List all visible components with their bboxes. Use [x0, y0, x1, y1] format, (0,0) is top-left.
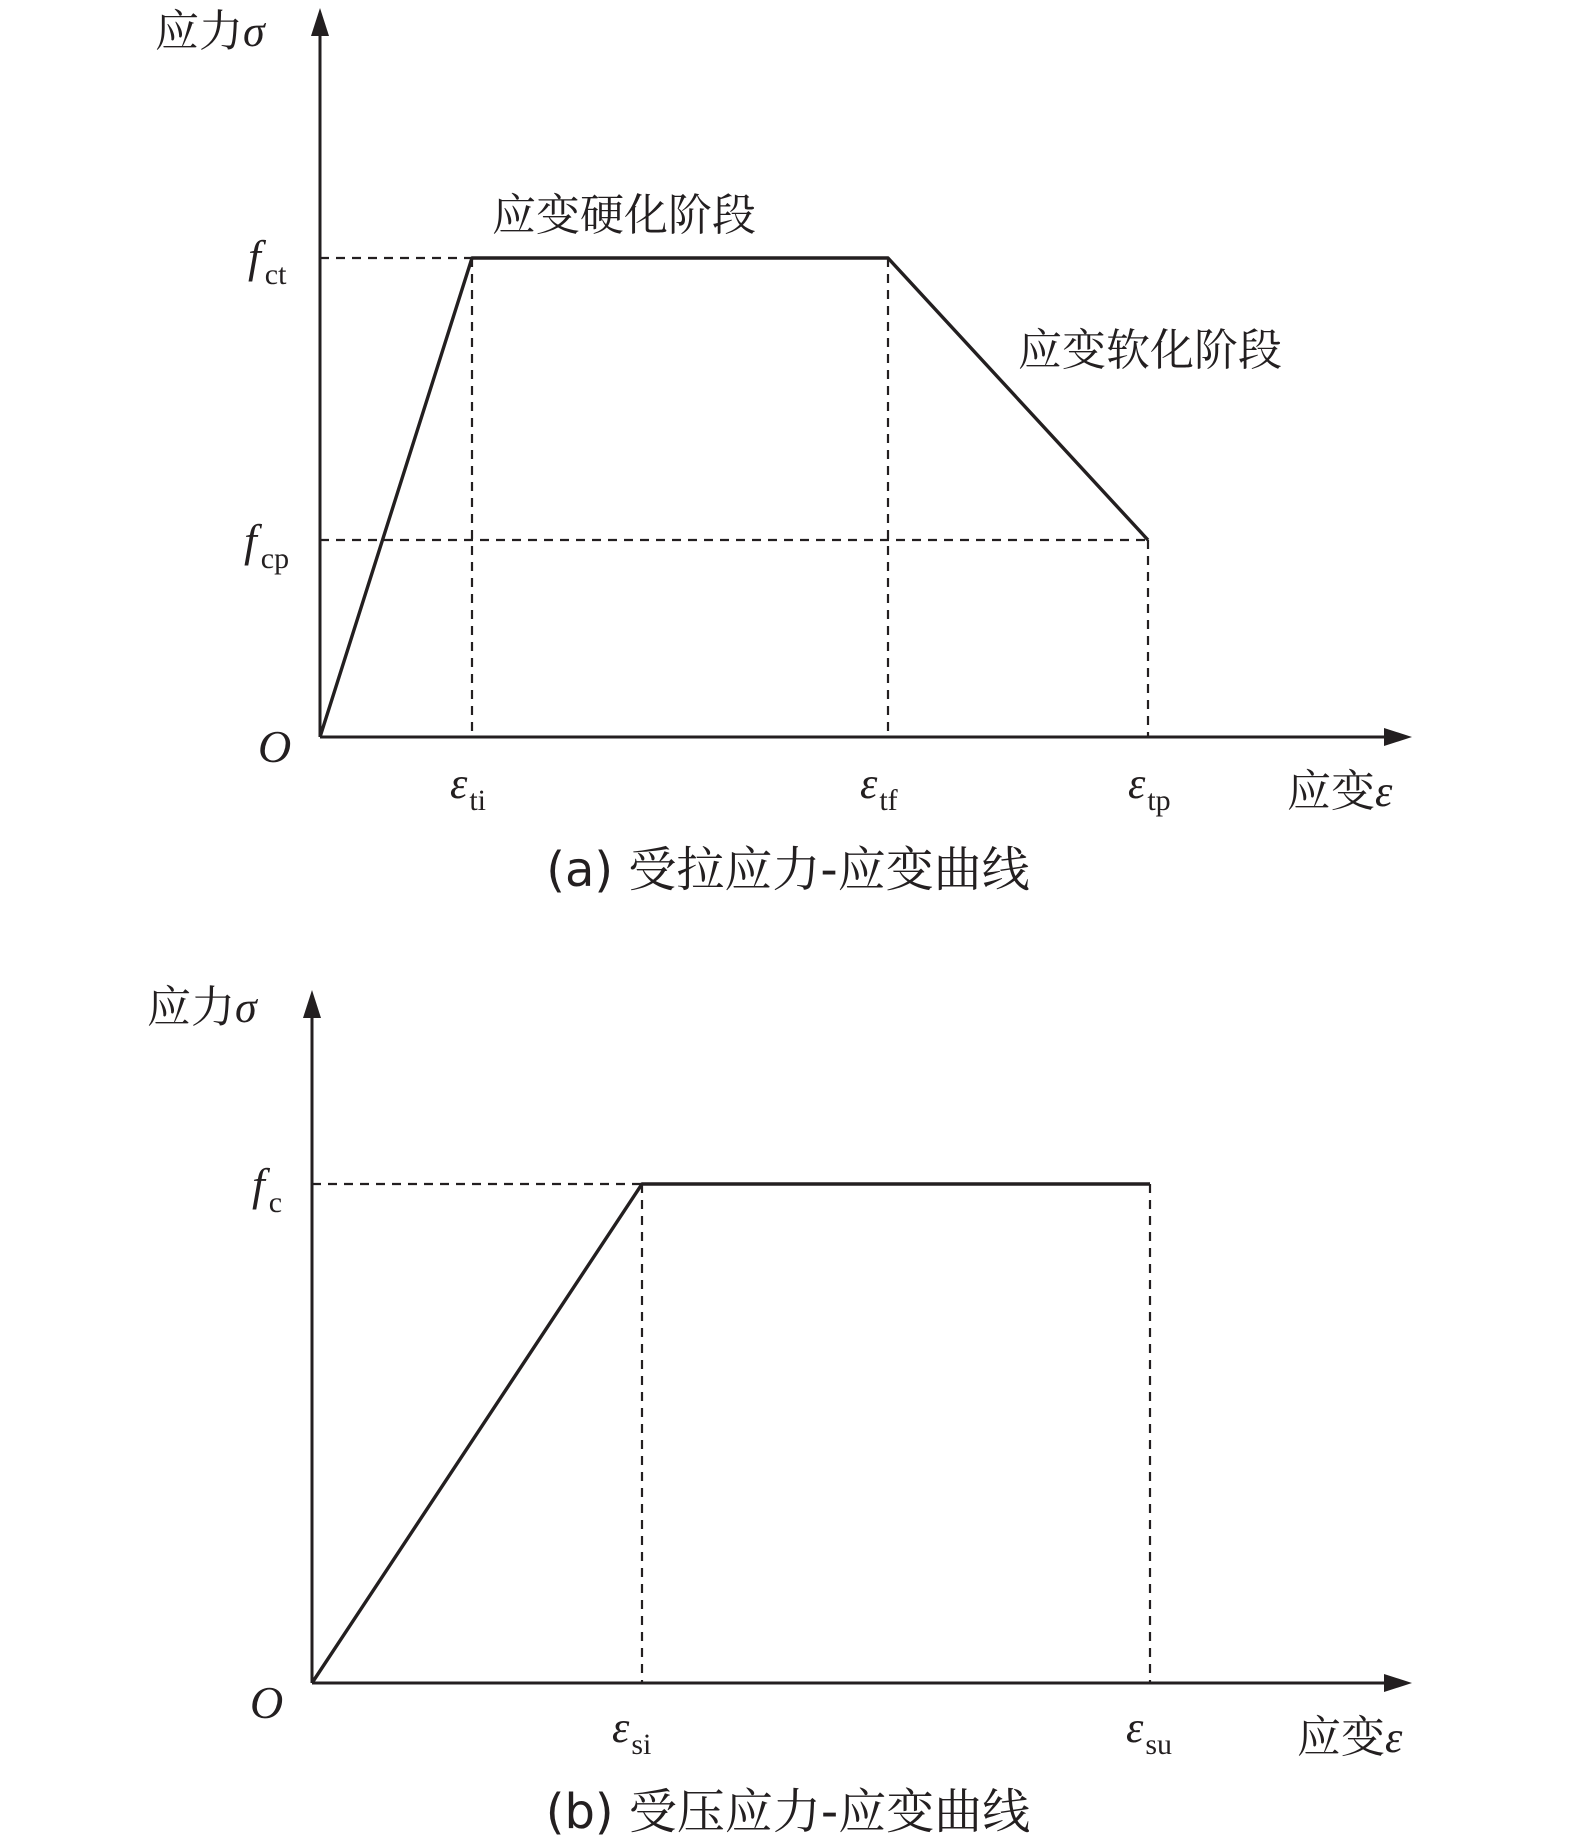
tick-esi: $\varepsilon_{si}$ [612, 1703, 652, 1761]
stage-hardening-label: 应变硬化阶段 [492, 190, 756, 241]
origin-label-a: O [258, 721, 292, 772]
caption-b: (b) 受压应力-应变曲线 [545, 1784, 1031, 1840]
y-axis-label-b: 应力σ [147, 982, 257, 1033]
y-axis-label-a: 应力σ [155, 6, 265, 57]
stage-softening-label: 应变软化阶段 [1018, 325, 1282, 376]
y-axis-arrow-b [303, 990, 321, 1018]
tick-fct: f $_{ct}$ [248, 231, 287, 291]
tick-esu: $\varepsilon_{su}$ [1126, 1703, 1173, 1761]
tick-fcp: f $_{cp}$ [244, 515, 290, 575]
tick-etf: $\varepsilon_{tf}$ [860, 759, 898, 817]
compression-curve [312, 1184, 1150, 1683]
tick-etp: $\varepsilon_{tp}$ [1128, 759, 1171, 817]
caption-a: (a) 受拉应力-应变曲线 [546, 842, 1030, 898]
x-axis-arrow-a [1384, 728, 1412, 746]
x-axis-arrow-b [1384, 1674, 1412, 1692]
origin-label-b: O [250, 1677, 284, 1728]
y-axis-arrow-a [311, 8, 329, 36]
panel-a-tension [155, 6, 1412, 898]
tick-eti: $\varepsilon_{ti}$ [450, 759, 487, 817]
panel-b-compression [147, 982, 1412, 1840]
x-axis-label-a: 应变ε [1287, 766, 1393, 817]
tick-fc: f $_c$ [252, 1159, 283, 1219]
x-axis-label-b: 应变ε [1297, 1712, 1403, 1763]
